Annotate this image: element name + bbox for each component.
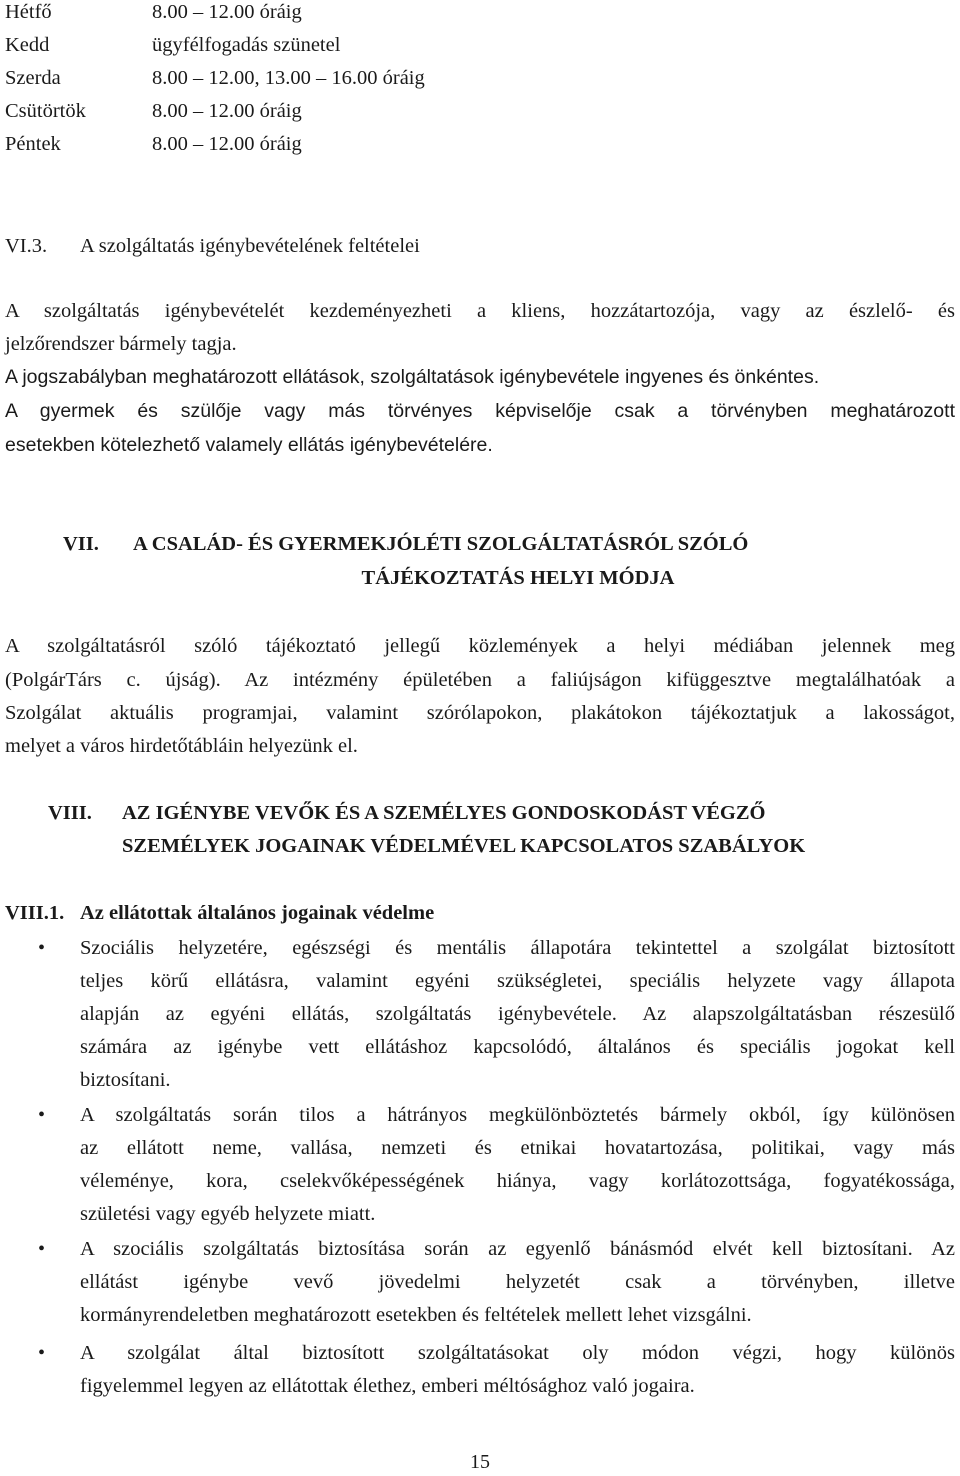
list-item-line: alapján az egyéni ellátás, szolgáltatás igénybevétele. Az alapszolgáltatásban részesülő xyxy=(80,1003,955,1025)
schedule-day: Kedd xyxy=(5,34,50,56)
list-item-line: A szolgáltatás során tilos a hátrányos megkülönböztetés bármely okból, így különösen xyxy=(80,1104,955,1126)
section-title-line-2: SZEMÉLYEK JOGAINAK VÉDELMÉVEL KAPCSOLATOS SZABÁLYOK xyxy=(122,835,806,857)
paragraph-line: esetekben kötelezhető valamely ellátás igénybevételére. xyxy=(5,434,493,456)
paragraph-line: A szolgáltatás igénybevételét kezdeményezheti a kliens, hozzátartozója, vagy az észlelő- és xyxy=(5,300,955,322)
section-heading-8 xyxy=(48,797,766,830)
list-item-line: teljes körű ellátásra, valamint egyéni szükségletei, speciális helyzete vagy állapota xyxy=(80,970,955,992)
paragraph-line: A szolgáltatásról szóló tájékoztató jellegű közlemények a helyi médiában jelennek meg xyxy=(5,635,955,657)
bullet-icon: • xyxy=(38,1342,46,1364)
list-item-line: ellátást igénybe vevő jövedelmi helyzetét csak a törvényben, illetve xyxy=(80,1271,955,1293)
bullet-icon: • xyxy=(38,1238,46,1260)
schedule-row xyxy=(5,95,302,128)
schedule-hours: 8.00 – 12.00 óráig xyxy=(152,133,302,155)
schedule-row xyxy=(5,0,302,29)
schedule-hours: 8.00 – 12.00 óráig xyxy=(152,100,302,122)
section-title: AZ IGÉNYBE VEVŐK ÉS A SZEMÉLYES GONDOSKODÁST VÉGZŐ xyxy=(122,802,766,824)
schedule-day: Hétfő xyxy=(5,1,52,23)
section-number: VIII.1. xyxy=(5,902,65,924)
section-title: A CSALÁD- ÉS GYERMEKJÓLÉTI SZOLGÁLTATÁSRÓL SZÓLÓ xyxy=(133,533,749,555)
list-item-line: véleménye, kora, cselekvőképességének hiánya, vagy korlátozottsága, fogyatékossága, xyxy=(80,1170,955,1192)
paragraph-line: jelzőrendszer bármely tagja. xyxy=(5,333,237,355)
list-item-line: biztosítani. xyxy=(80,1069,171,1091)
section-number: VII. xyxy=(63,533,99,555)
section-number: VI.3. xyxy=(5,235,48,257)
schedule-hours: 8.00 – 12.00 óráig xyxy=(152,1,302,23)
paragraph-line: A gyermek és szülője vagy más törvényes képviselője csak a törvényben meghatározott xyxy=(5,400,955,422)
section-title-line-2: TÁJÉKOZTATÁS HELYI MÓDJA xyxy=(361,567,675,589)
list-item-line: A szolgálat által biztosított szolgáltatásokat oly módon végzi, hogy különös xyxy=(80,1342,955,1364)
list-item-line: az ellátott neme, vallása, nemzeti és etnikai hovatartozása, politikai, vagy más xyxy=(80,1137,955,1159)
list-item-line: figyelemmel legyen az ellátottak élethez, emberi méltósághoz való jogaira. xyxy=(80,1375,695,1397)
bullet-icon: • xyxy=(38,937,46,959)
list-item-line: A szociális szolgáltatás biztosítása során az egyenlő bánásmód elvét kell biztosítani. Az xyxy=(80,1238,955,1260)
list-item-line: Szociális helyzetére, egészségi és mentális állapotára tekintettel a szolgálat biztosított xyxy=(80,937,955,959)
list-item-line: számára az igénybe vett ellátáshoz kapcsolódó, általános és speciális jogokat kell xyxy=(80,1036,955,1058)
schedule-hours: ügyfélfogadás szünetel xyxy=(152,34,341,56)
paragraph-line: Szolgálat aktuális programjai, valamint szórólapokon, plakátokon tájékoztatjuk a lakosságot, xyxy=(5,702,955,724)
list-item-line: születési vagy egyéb helyzete miatt. xyxy=(80,1203,376,1225)
schedule-row xyxy=(5,62,425,95)
schedule-day: Csütörtök xyxy=(5,100,86,122)
schedule-hours: 8.00 – 12.00, 13.00 – 16.00 óráig xyxy=(152,67,425,89)
paragraph-line: A jogszabályban meghatározott ellátások, szolgáltatások igénybevétele ingyenes és önkéntes. xyxy=(5,366,820,388)
section-heading-8-1 xyxy=(5,897,434,930)
page-number: 15 xyxy=(470,1451,490,1473)
schedule-day: Péntek xyxy=(5,133,61,155)
schedule-day: Szerda xyxy=(5,67,61,89)
schedule-row xyxy=(5,128,302,161)
schedule-row xyxy=(5,29,340,62)
paragraph-line: melyet a város hirdetőtábláin helyezünk el. xyxy=(5,735,358,757)
section-title: A szolgáltatás igénybevételének feltételei xyxy=(80,235,420,257)
bullet-icon: • xyxy=(38,1104,46,1126)
section-title: Az ellátottak általános jogainak védelme xyxy=(80,902,435,924)
section-heading-7 xyxy=(63,528,748,561)
section-number: VIII. xyxy=(48,802,92,824)
list-item-line: kormányrendeletben meghatározott esetekben és feltételek mellett lehet vizsgálni. xyxy=(80,1304,752,1326)
paragraph-line: (PolgárTárs c. újság). Az intézmény épületében a faliújságon kifüggesztve megtalálhatóak a xyxy=(5,669,955,691)
section-heading-6-3 xyxy=(5,230,420,263)
